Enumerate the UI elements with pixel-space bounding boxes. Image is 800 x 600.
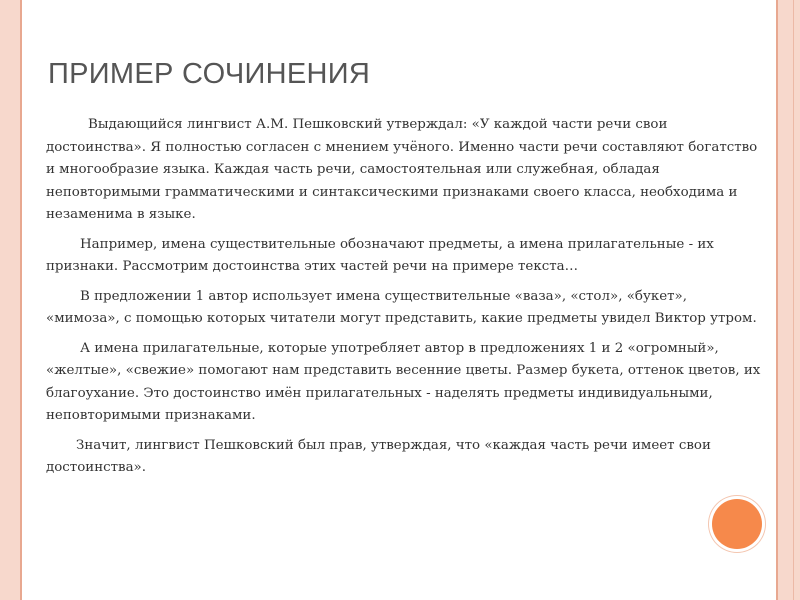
paragraph-nouns: В предложении 1 автор использует имена существительные «ваза», «стол», «букет», «мимоза», с помощью которых читатели могут представить, какие предметы увидел Виктор утром. [46, 288, 757, 326]
slide-title: ПРИМЕР СОЧИНЕНИЯ [48, 58, 371, 90]
essay-body [46, 114, 762, 487]
left-frame-band [0, 0, 20, 600]
paragraph-adjectives: А имена прилагательные, которые употребляет автор в предложениях 1 и 2 «огромный», «желтые», «свежие» помогают нам представить весенние цветы. Размер букета, оттенок цветов, их благоухание. Это достоинство имён прилагательных - наделять предметы индивидуальными, неповторимыми признаками. [46, 340, 761, 423]
paragraph-example: Например, имена существительные обозначают предметы, а имена прилагательные - их признаки. Рассмотрим достоинства этих частей речи на примере текста… [46, 236, 714, 274]
right-frame-inner-line [793, 0, 794, 600]
decorative-circle [712, 499, 762, 549]
paragraph-conclusion: Значит, лингвист Пешковский был прав, утверждая, что «каждая часть речи имеет свои достоинства». [46, 437, 711, 475]
right-frame-band [778, 0, 800, 600]
paragraph-intro: Выдающийся лингвист А.М. Пешковский утверждал: «У каждой части речи свои достоинства». Я полностью согласен с мнением учёного. Именно части речи составляют богатство и многообразие языка. Каждая часть речи, самостоятельная или служебная, обладая неповторимыми грамматическими и синтаксическими признаками своего класса, необходима и незаменима в языке. [46, 117, 758, 222]
left-frame-line [20, 0, 22, 600]
